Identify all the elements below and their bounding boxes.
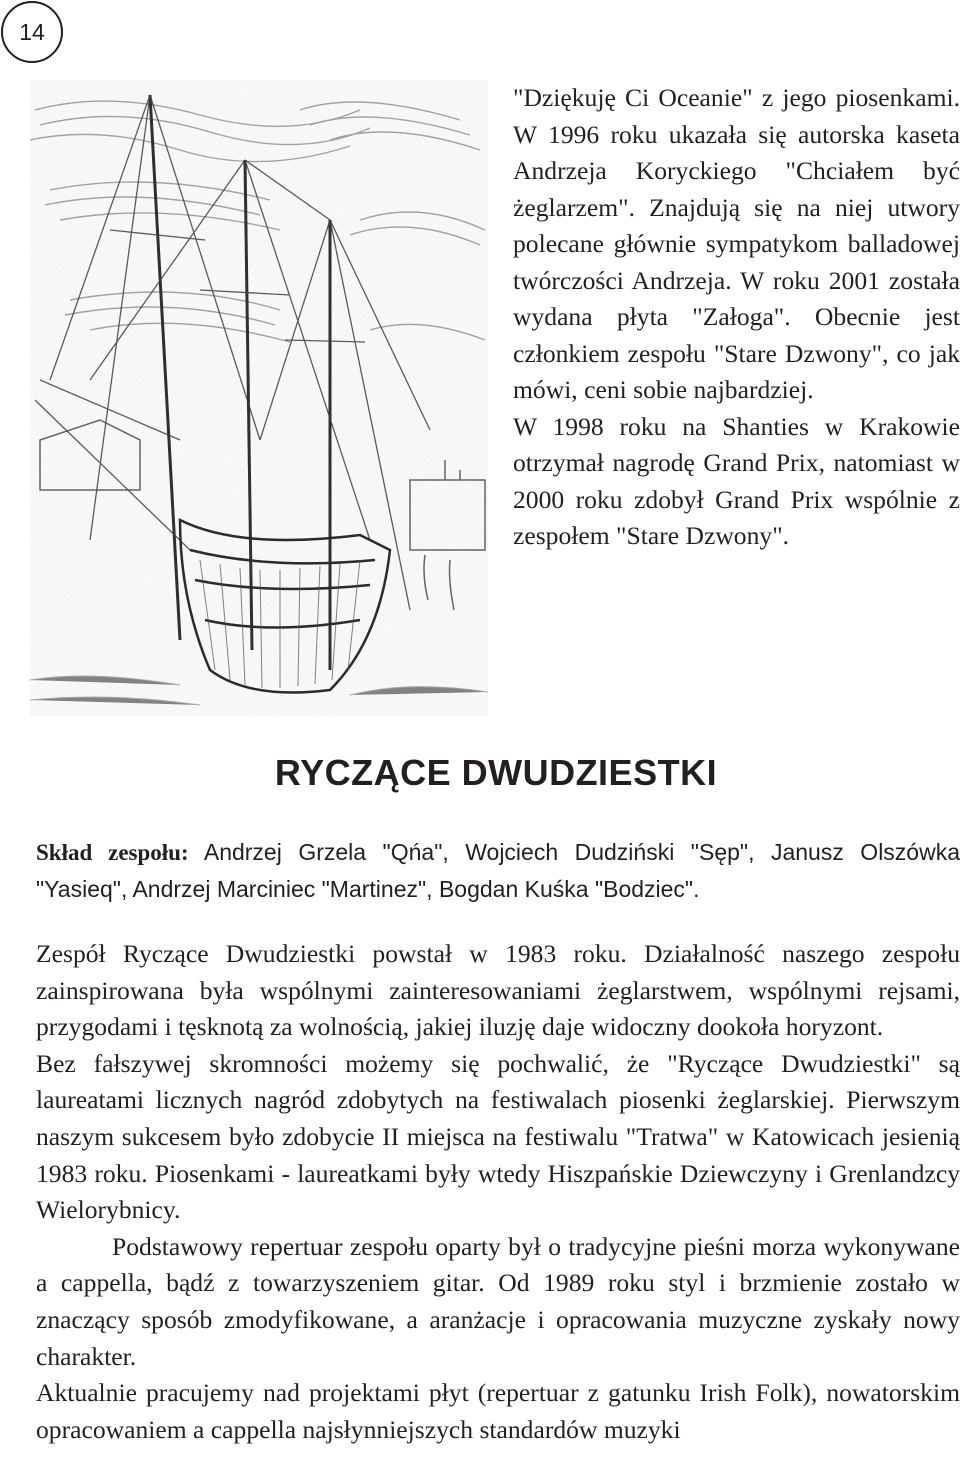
lineup-label: Skład zespołu: xyxy=(36,840,189,865)
body-paragraph: Zespół Ryczące Dwudziestki powstał w 1983 roku. Działalność naszego zespołu zainspirowana była wspólnymi zainteresowaniami żeglarstwem, wspólnymi rejsami, przygodami i tęsknotą za wolnością, jakiej iluzję daje widoczny dookoła horyzont. xyxy=(36,939,960,1042)
page-number: 14 xyxy=(1,1,63,63)
article-body xyxy=(36,936,960,1448)
sailing-ship-sketch xyxy=(30,80,488,716)
body-paragraph: Aktualnie pracujemy nad projektami płyt (repertuar z gatunku Irish Folk), nowatorskim opracowaniem a cappella najsłynniejszych standardów muzyki xyxy=(36,1378,960,1444)
intro-paragraph: W 1998 roku na Shanties w Krakowie otrzymał nagrodę Grand Prix, natomiast w 2000 roku zdobył Grand Prix wspólnie z zespołem "Stare Dzwony". xyxy=(513,411,960,550)
intro-text xyxy=(513,80,960,555)
band-lineup xyxy=(36,834,960,907)
lineup-members: Andrzej Grzela "Qńa", Wojciech Dudziński "Sęp", Janusz Olszówka "Yasieq", Andrzej Marciniec "Martinez", Bogdan Kuśka "Bodziec". xyxy=(36,839,960,902)
intro-paragraph: "Dziękuję Ci Oceanie" z jego piosenkami. W 1996 roku ukazała się autorska kaseta Andrzeja Koryckiego "Chciałem być żeglarzem". Znajdują się na niej utwory polecane głównie sympatykom balladowej twórczości Andrzeja. W roku 2001 została wydana płyta "Załoga". Obecnie jest członkiem zespołu "Stare Dzwony", co jak mówi, ceni sobie najbardziej. xyxy=(513,83,960,404)
section-title: RYCZĄCE DWUDZIESTKI xyxy=(274,752,718,793)
body-paragraph: Podstawowy repertuar zespołu oparty był o tradycyjne pieśni morza wykonywane a cappella, bądź z towarzyszeniem gitar. Od 1989 roku styl i brzmienie zostało w znaczący sposób zmodyfikowane, a aranżacje i opracowania muzyczne zyskały nowy charakter. xyxy=(36,1231,960,1371)
body-paragraph: Bez fałszywej skromności możemy się pochwalić, że "Ryczące Dwudziestki" są laureatami licznych nagród zdobytych na festiwalach piosenki żeglarskiej. Pierwszym naszym sukcesem było zdobycie II miejsca na festiwalu "Tratwa" w Katowicach jesienią 1983 roku. Piosenkami - laureatkami były wtedy Hiszpańskie Dziewczyny i Grenlandzcy Wielorybnicy. xyxy=(36,1048,960,1225)
